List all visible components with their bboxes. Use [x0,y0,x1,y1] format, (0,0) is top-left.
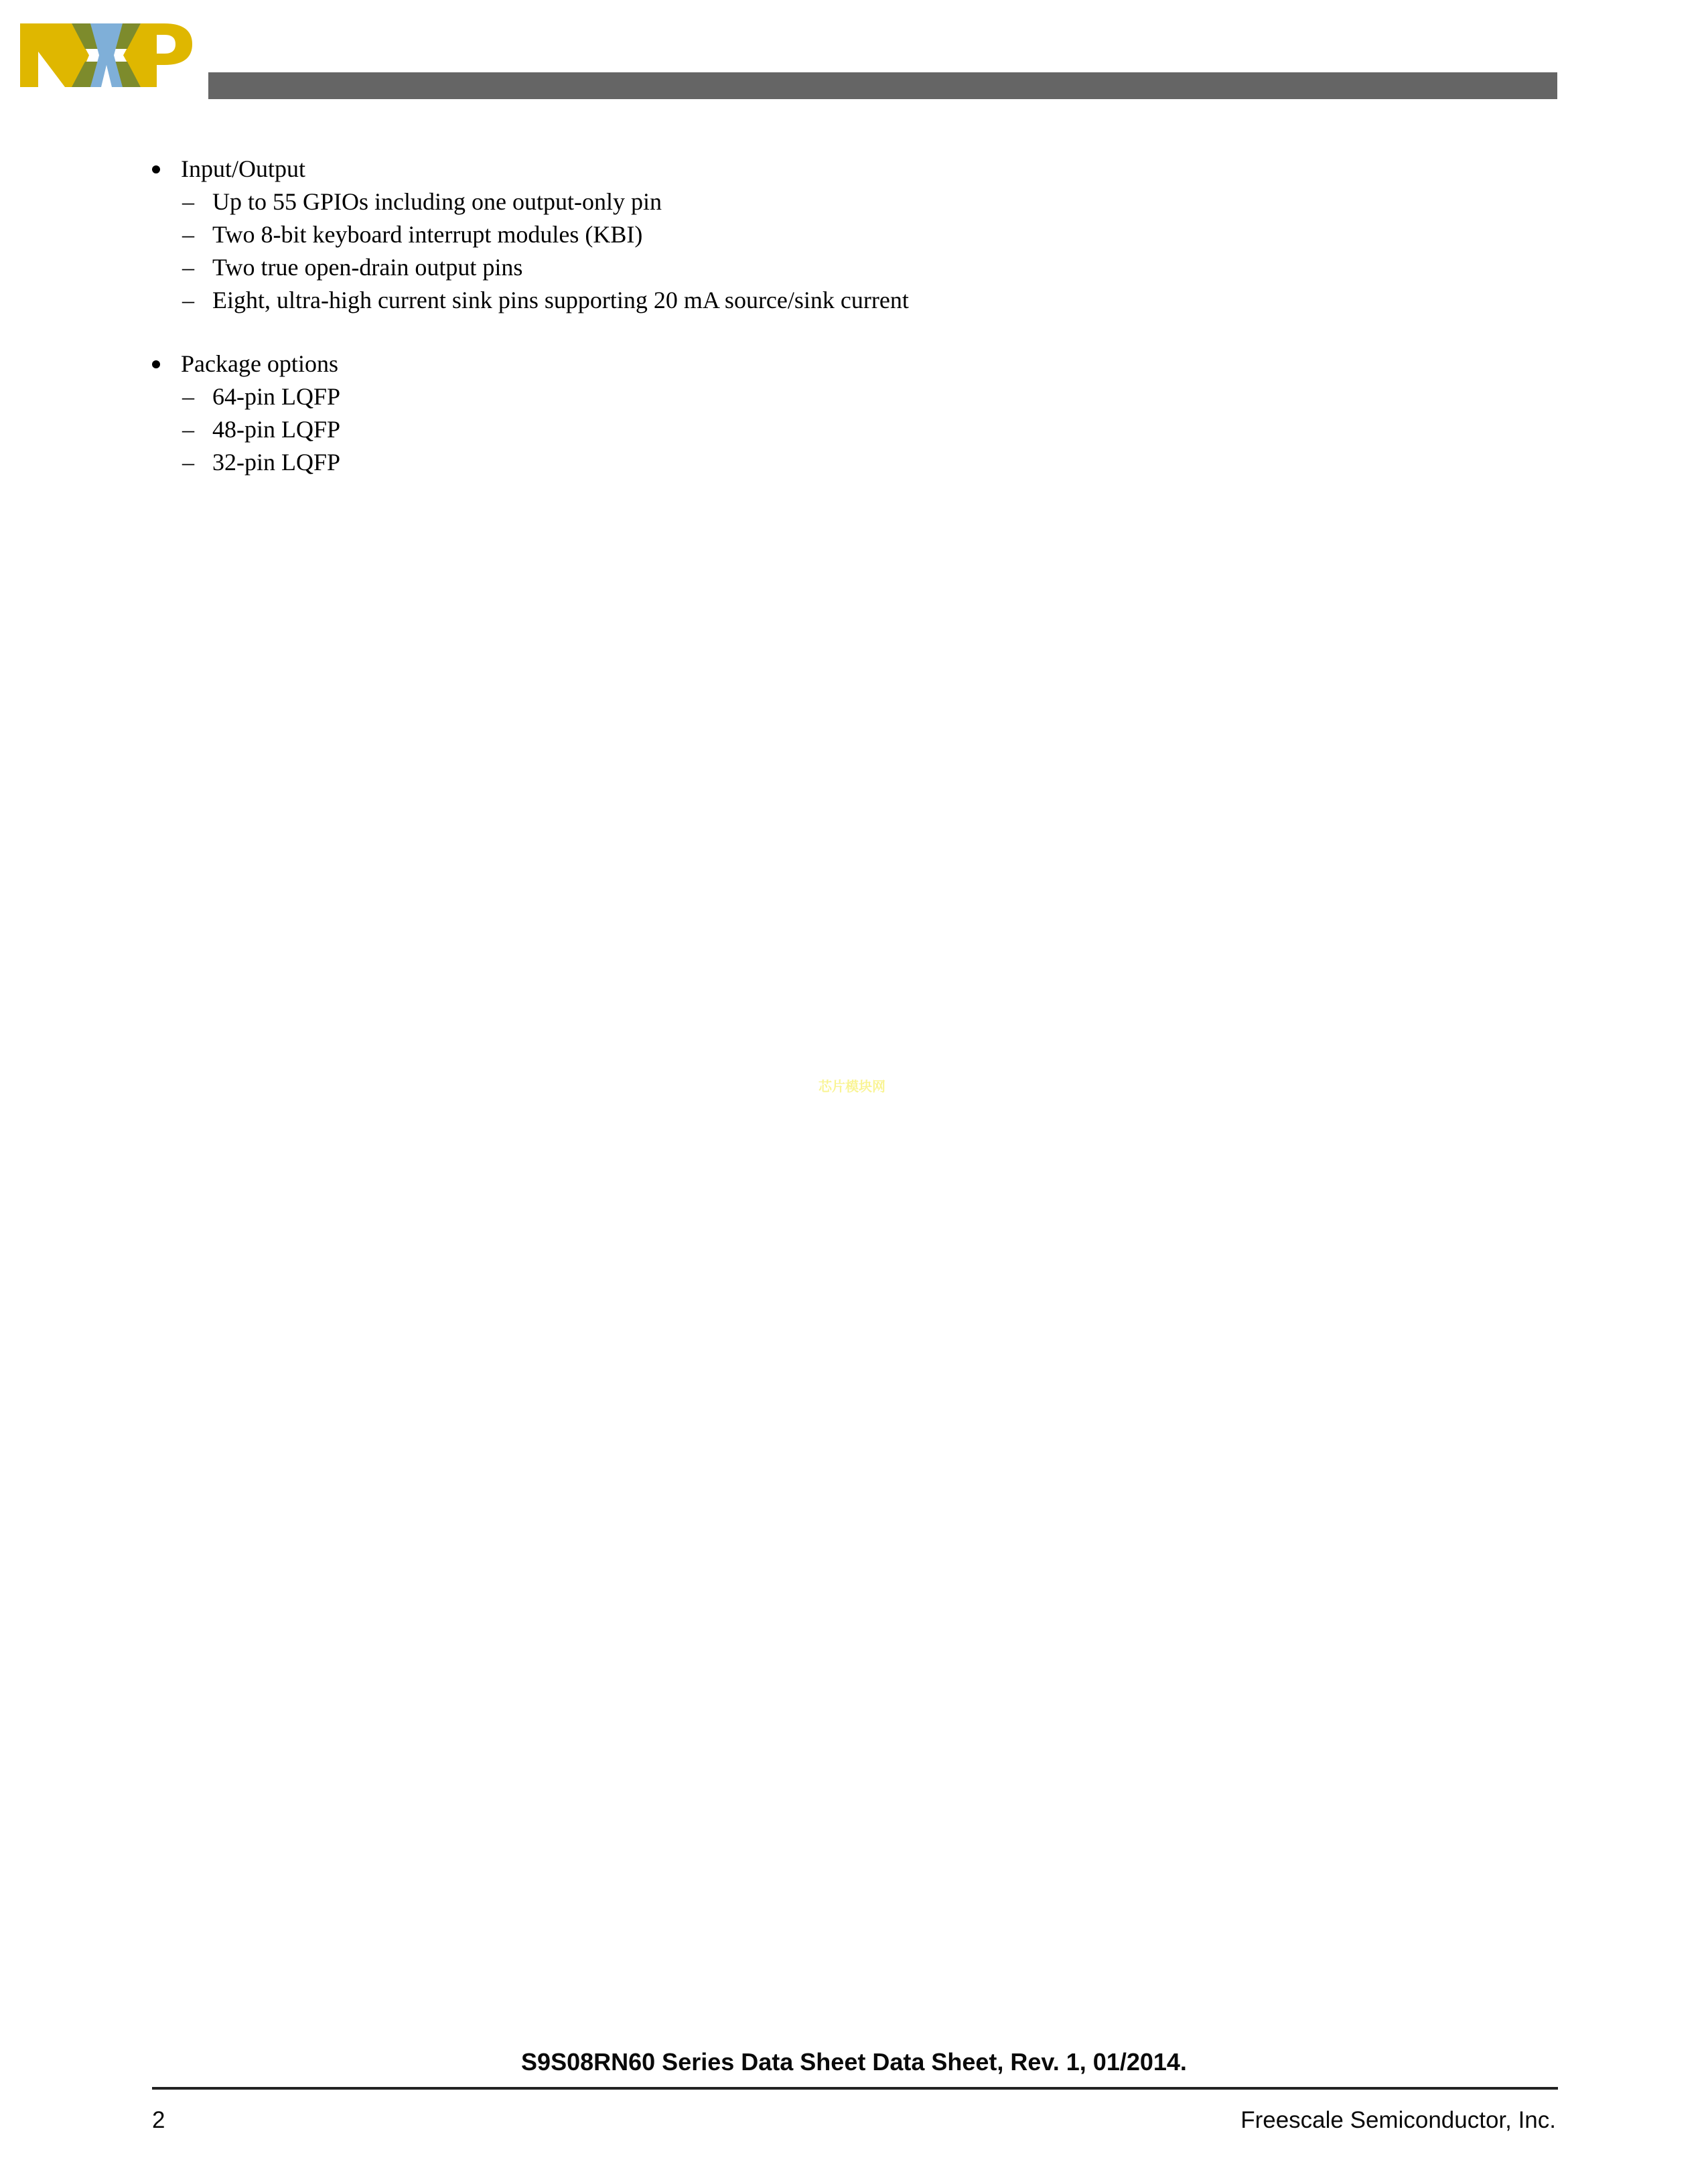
bullet-label: Package options [181,350,338,377]
sub-bullet-text: Two true open-drain output pins [212,254,523,281]
sub-bullet-text: Up to 55 GPIOs including one output-only pin [212,188,662,215]
sub-bullet-dash: – [182,254,194,281]
bullet-dot [152,165,160,173]
sub-bullet-dash: – [182,449,194,476]
sub-bullet-item [182,186,1492,218]
sub-bullet-dash: – [182,287,194,313]
sub-bullet-item [182,218,1492,251]
bullet-section [152,348,1492,479]
footer-page-number: 2 [152,2107,165,2133]
footer-rule [152,2087,1558,2090]
header-bar [208,72,1557,99]
bullet-section [152,153,1492,317]
bullet-dot [152,360,160,368]
sub-bullet-dash: – [182,383,194,410]
sub-bullet-dash: – [182,221,194,248]
footer-doc-title: S9S08RN60 Series Data Sheet Data Sheet, Rev. 1, 01/2014. [521,2048,1187,2076]
sub-bullet-item [182,446,1492,479]
nxp-logo [20,23,192,87]
sub-bullet-item [182,380,1492,413]
sub-bullet-dash: – [182,416,194,443]
sub-bullet-item [182,413,1492,446]
logo-letter-x [90,23,123,87]
bullet-item [152,153,1492,186]
sub-bullet-text: 48-pin LQFP [212,416,341,443]
watermark-text: 芯片模块网 [819,1078,885,1094]
sub-bullet-text: 64-pin LQFP [212,383,341,410]
sub-bullet-item [182,284,1492,317]
feature-list [152,153,1492,479]
footer-company: Freescale Semiconductor, Inc. [1240,2107,1556,2133]
logo-letter-p-counter [157,35,175,54]
bullet-label: Input/Output [181,155,305,182]
sub-bullet-text: Eight, ultra-high current sink pins supporting 20 mA source/sink current [212,287,909,313]
sub-bullet-dash: – [182,188,194,215]
sub-bullet-text: Two 8-bit keyboard interrupt modules (KBI) [212,221,643,248]
bullet-item [152,348,1492,380]
sub-bullet-item [182,251,1492,284]
sub-bullet-text: 32-pin LQFP [212,449,341,476]
